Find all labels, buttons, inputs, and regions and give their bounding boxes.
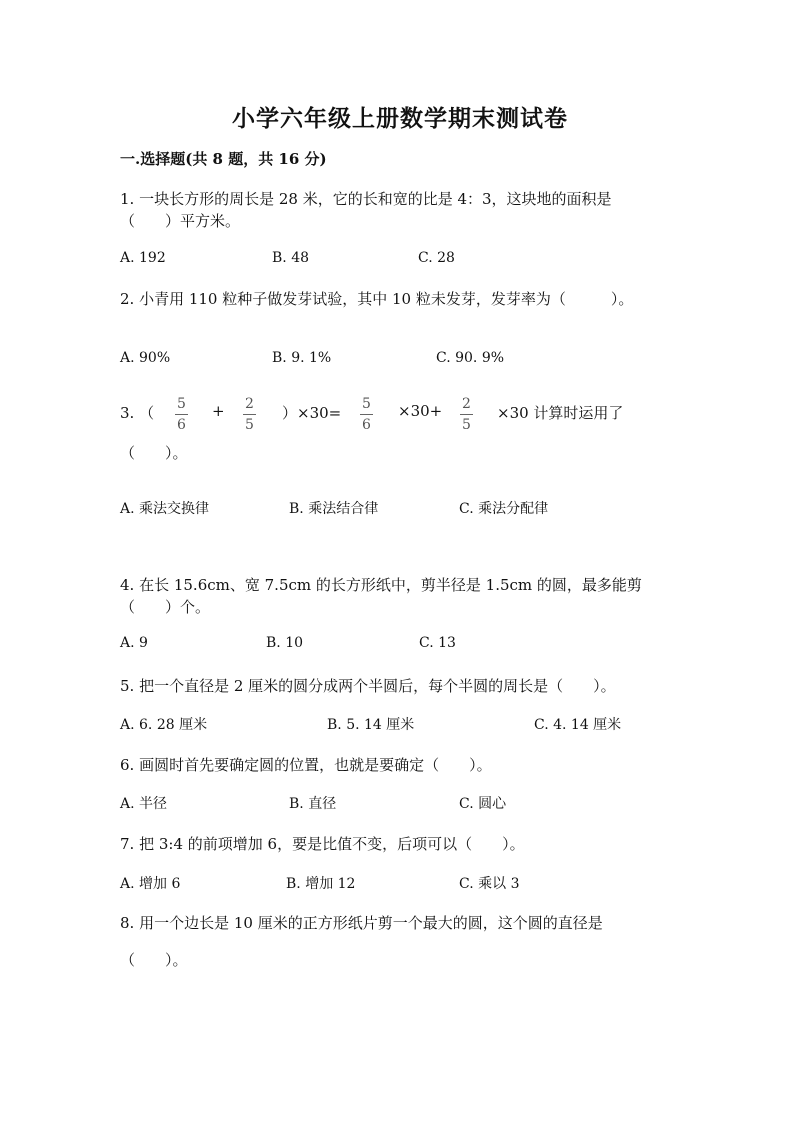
question-1-option-a: A. 192 bbox=[120, 250, 166, 266]
question-5-option-c: C. 4. 14 厘米 bbox=[534, 717, 622, 733]
question-3-mid: ）×30= bbox=[282, 404, 342, 422]
question-3-blank-line: （ ）。 bbox=[120, 444, 188, 462]
question-1-option-c: C. 28 bbox=[418, 250, 455, 266]
question-7-option-c: C. 乘以 3 bbox=[459, 876, 520, 892]
question-5-option-b: B. 5. 14 厘米 bbox=[327, 717, 415, 733]
question-3-times: ×30+ bbox=[398, 402, 443, 420]
question-7-text: 7. 把 3:4 的前项增加 6，要是比值不变，后项可以（ ）。 bbox=[120, 835, 525, 853]
question-3-option-a: A. 乘法交换律 bbox=[120, 501, 210, 517]
question-6-option-a: A. 半径 bbox=[120, 796, 168, 812]
question-1-blank-line: （ ）平方米。 bbox=[120, 212, 241, 230]
fraction-bar bbox=[460, 414, 473, 415]
fraction-5-6-a bbox=[175, 396, 188, 433]
question-5-option-a: A. 6. 28 厘米 bbox=[120, 717, 208, 733]
fraction-bar bbox=[360, 414, 373, 415]
fraction-denominator: 6 bbox=[362, 417, 371, 433]
question-7-option-a: A. 增加 6 bbox=[120, 876, 181, 892]
question-5-text: 5. 把一个直径是 2 厘米的圆分成两个半圆后，每个半圆的周长是（ ）。 bbox=[120, 677, 616, 695]
question-1-option-b: B. 48 bbox=[272, 250, 310, 266]
fraction-2-5-a bbox=[243, 396, 256, 433]
fraction-denominator: 5 bbox=[462, 417, 471, 433]
question-4-option-a: A. 9 bbox=[120, 635, 148, 651]
question-4-blank-line: （ ）个。 bbox=[120, 598, 211, 616]
fraction-5-6-b bbox=[360, 396, 373, 433]
question-2-option-a: A. 90% bbox=[120, 350, 171, 366]
question-3-suffix: ×30 计算时运用了 bbox=[497, 404, 624, 422]
page-title: 小学六年级上册数学期末测试卷 bbox=[232, 105, 568, 132]
question-2-text: 2. 小青用 110 粒种子做发芽试验，其中 10 粒未发芽，发芽率为（ ）。 bbox=[120, 290, 634, 308]
fraction-numerator: 2 bbox=[245, 396, 254, 412]
question-6-option-c: C. 圆心 bbox=[459, 796, 507, 812]
fraction-2-5-b bbox=[460, 396, 473, 433]
section-heading: 一.选择题(共 8 题，共 16 分) bbox=[120, 150, 327, 168]
question-4-option-b: B. 10 bbox=[266, 635, 304, 651]
question-2-option-b: B. 9. 1% bbox=[272, 350, 332, 366]
question-6-text: 6. 画圆时首先要确定圆的位置，也就是要确定（ ）。 bbox=[120, 756, 492, 774]
plus-sign: + bbox=[212, 402, 225, 420]
question-8-text: 8. 用一个边长是 10 厘米的正方形纸片剪一个最大的圆，这个圆的直径是 bbox=[120, 914, 603, 932]
question-3-option-c: C. 乘法分配律 bbox=[459, 501, 549, 517]
fraction-denominator: 6 bbox=[177, 417, 186, 433]
question-4-option-c: C. 13 bbox=[419, 635, 456, 651]
question-8-blank-line: （ ）。 bbox=[120, 951, 188, 969]
fraction-denominator: 5 bbox=[245, 417, 254, 433]
question-3-prefix: 3. （ bbox=[120, 404, 155, 422]
question-2-option-c: C. 90. 9% bbox=[436, 350, 505, 366]
question-6-option-b: B. 直径 bbox=[289, 796, 337, 812]
fraction-bar bbox=[243, 414, 256, 415]
question-4-text: 4. 在长 15.6cm、宽 7.5cm 的长方形纸中，剪半径是 1.5cm 的圆，最多能剪 bbox=[120, 576, 642, 594]
fraction-numerator: 5 bbox=[362, 396, 371, 412]
question-1-text: 1. 一块长方形的周长是 28 米，它的长和宽的比是 4：3，这块地的面积是 bbox=[120, 190, 612, 208]
fraction-numerator: 2 bbox=[462, 396, 471, 412]
question-3-option-b: B. 乘法结合律 bbox=[289, 501, 379, 517]
fraction-numerator: 5 bbox=[177, 396, 186, 412]
fraction-bar bbox=[175, 414, 188, 415]
question-7-option-b: B. 增加 12 bbox=[286, 876, 356, 892]
